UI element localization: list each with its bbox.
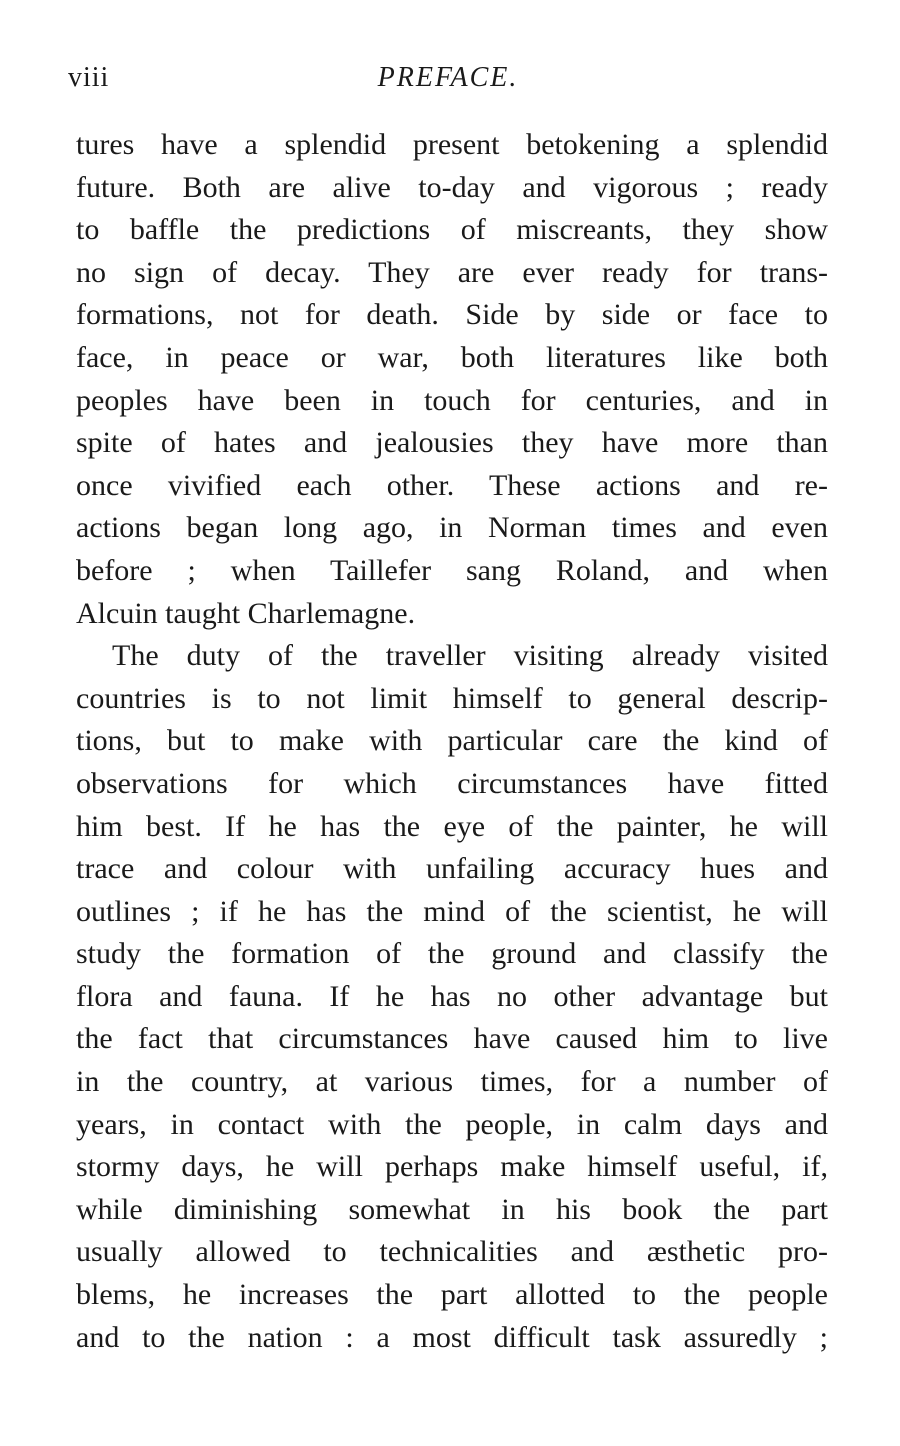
- text-line: observations for which circumstances have fitted: [76, 766, 828, 800]
- text-line: usually allowed to technicalities and æsthetic pro-: [76, 1235, 828, 1269]
- text-line: no sign of decay. They are ever ready for trans-: [76, 255, 828, 289]
- text-line: spite of hates and jealousies they have more than: [76, 426, 828, 460]
- running-title: PREFACE.: [377, 62, 519, 93]
- running-head: [68, 62, 828, 102]
- text-line: actions began long ago, in Norman times and even: [76, 511, 828, 545]
- text-line: blems, he increases the part allotted to the people: [76, 1278, 828, 1312]
- paragraph-first-line: The duty of the traveller visiting already visited: [112, 639, 828, 673]
- text-line: him best. If he has the eye of the painter, he will: [76, 809, 828, 843]
- text-line: while diminishing somewhat in his book the part: [76, 1192, 828, 1226]
- text-line: the fact that circumstances have caused him to live: [76, 1022, 828, 1056]
- text-line: peoples have been in touch for centuries, and in: [76, 383, 828, 417]
- text-line: before ; when Taillefer sang Roland, and when: [76, 553, 828, 587]
- text-line: in the country, at various times, for a number of: [76, 1065, 828, 1099]
- text-line: trace and colour with unfailing accuracy hues and: [76, 852, 828, 886]
- body-text: [76, 124, 828, 1359]
- text-line: tions, but to make with particular care the kind of: [76, 724, 828, 758]
- paragraph-last-line: Alcuin taught Charlemagne.: [76, 596, 416, 630]
- text-line: formations, not for death. Side by side or face to: [76, 298, 828, 332]
- text-line: outlines ; if he has the mind of the scientist, he will: [76, 894, 828, 928]
- text-line: study the formation of the ground and classify the: [76, 937, 828, 971]
- text-line: flora and fauna. If he has no other advantage but: [76, 979, 828, 1013]
- text-line: face, in peace or war, both literatures like both: [76, 340, 828, 374]
- text-line: future. Both are alive to-day and vigorous ; ready: [76, 170, 828, 204]
- text-line: tures have a splendid present betokening a splendid: [76, 128, 828, 161]
- text-line: stormy days, he will perhaps make himself useful, if,: [76, 1150, 828, 1184]
- text-line: and to the nation : a most difficult task assuredly ;: [76, 1320, 828, 1354]
- text-line: years, in contact with the people, in calm days and: [76, 1107, 828, 1141]
- text-line: countries is to not limit himself to general descrip-: [76, 681, 828, 715]
- text-line: to baffle the predictions of miscreants, they show: [76, 213, 828, 247]
- page-number: viii: [68, 62, 110, 93]
- text-line: once vivified each other. These actions and re-: [76, 468, 828, 502]
